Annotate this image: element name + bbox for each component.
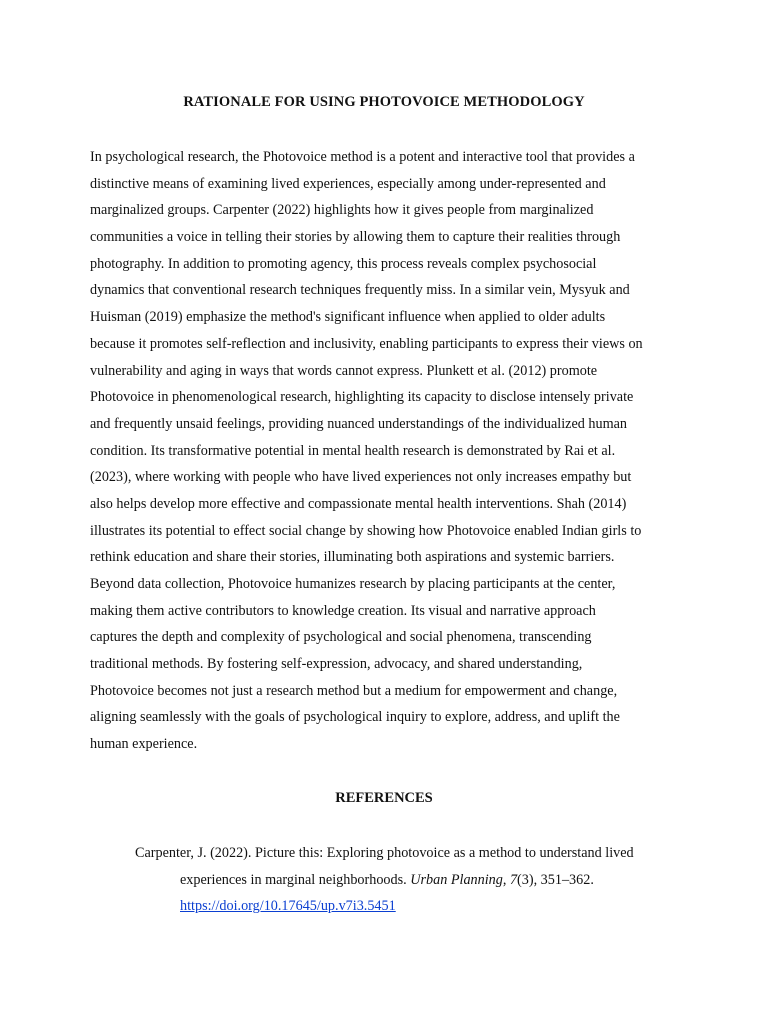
paragraph-line: photography. In addition to promoting agency, this process reveals complex psychosocial (90, 255, 597, 272)
document-title: RATIONALE FOR USING PHOTOVOICE METHODOLOGY (183, 94, 585, 110)
paragraph-line: dynamics that conventional research techniques frequently miss. In a similar vein, Mysyuk and (90, 282, 630, 299)
paragraph-line: because it promotes self-reflection and inclusivity, enabling participants to express their views on (90, 335, 643, 352)
paragraph-line: distinctive means of examining lived experiences, especially among under-represented and (90, 175, 606, 192)
reference-entry (135, 840, 715, 920)
paragraph-line: rethink education and share their stories, illuminating both aspirations and systemic barriers. (90, 549, 615, 566)
journal-title: Urban Planning (410, 871, 503, 888)
paragraph-line: In psychological research, the Photovoice method is a potent and interactive tool that provides a (90, 149, 635, 165)
paragraph-line: human experience. (90, 736, 198, 753)
paragraph-line: condition. Its transformative potential in mental health research is demonstrated by Rai et al. (90, 442, 616, 459)
rationale-paragraph (90, 144, 690, 758)
doi-link[interactable]: https://doi.org/10.17645/up.v7i3.5451 (180, 898, 396, 915)
paragraph-line: illustrates its potential to effect social change by showing how Photovoice enabled Indian girls to (90, 522, 642, 539)
paragraph-line: (2023), where working with people who have lived experiences not only increases empathy but (90, 469, 632, 486)
journal-volume: 7 (509, 871, 518, 888)
paragraph-line: Photovoice becomes not just a research method but a medium for empowerment and change, (90, 682, 618, 699)
paragraph-line: vulnerability and aging in ways that words cannot express. Plunkett et al. (2012) promote (90, 362, 598, 379)
reference-line (135, 893, 715, 920)
paragraph-line: and frequently unsaid feelings, providing nuanced understandings of the individualized human (90, 415, 628, 432)
reference-issue-pages: (3), 351–362. (517, 871, 594, 888)
paragraph-line: captures the depth and complexity of psychological and social phenomena, transcending (90, 629, 592, 646)
reference-line: Carpenter, J. (2022). Picture this: Exploring photovoice as a method to understand lived (135, 845, 634, 861)
paragraph-line: also helps develop more effective and compassionate mental health interventions. Shah (2014) (90, 495, 627, 512)
paragraph-line: traditional methods. By fostering self-expression, advocacy, and shared understanding, (90, 656, 583, 673)
reference-text: experiences in marginal neighborhoods. (180, 871, 411, 888)
paragraph-line: communities a voice in telling their stories by allowing them to capture their realities through (90, 229, 621, 246)
paragraph-line: Beyond data collection, Photovoice humanizes research by placing participants at the center, (90, 576, 616, 592)
reference-line (135, 867, 715, 894)
reference-separator: , (502, 871, 510, 888)
paragraph-line: Huisman (2019) emphasize the method's significant influence when applied to older adults (90, 309, 606, 326)
references-heading: REFERENCES (335, 790, 433, 806)
paragraph-line: making them active contributors to knowledge creation. Its visual and narrative approach (90, 602, 596, 619)
paragraph-line: marginalized groups. Carpenter (2022) highlights how it gives people from marginalized (90, 202, 594, 219)
paragraph-line: Photovoice in phenomenological research, highlighting its capacity to disclose intensely private (90, 389, 634, 406)
paragraph-line: aligning seamlessly with the goals of psychological inquiry to explore, address, and uplift the (90, 709, 620, 726)
